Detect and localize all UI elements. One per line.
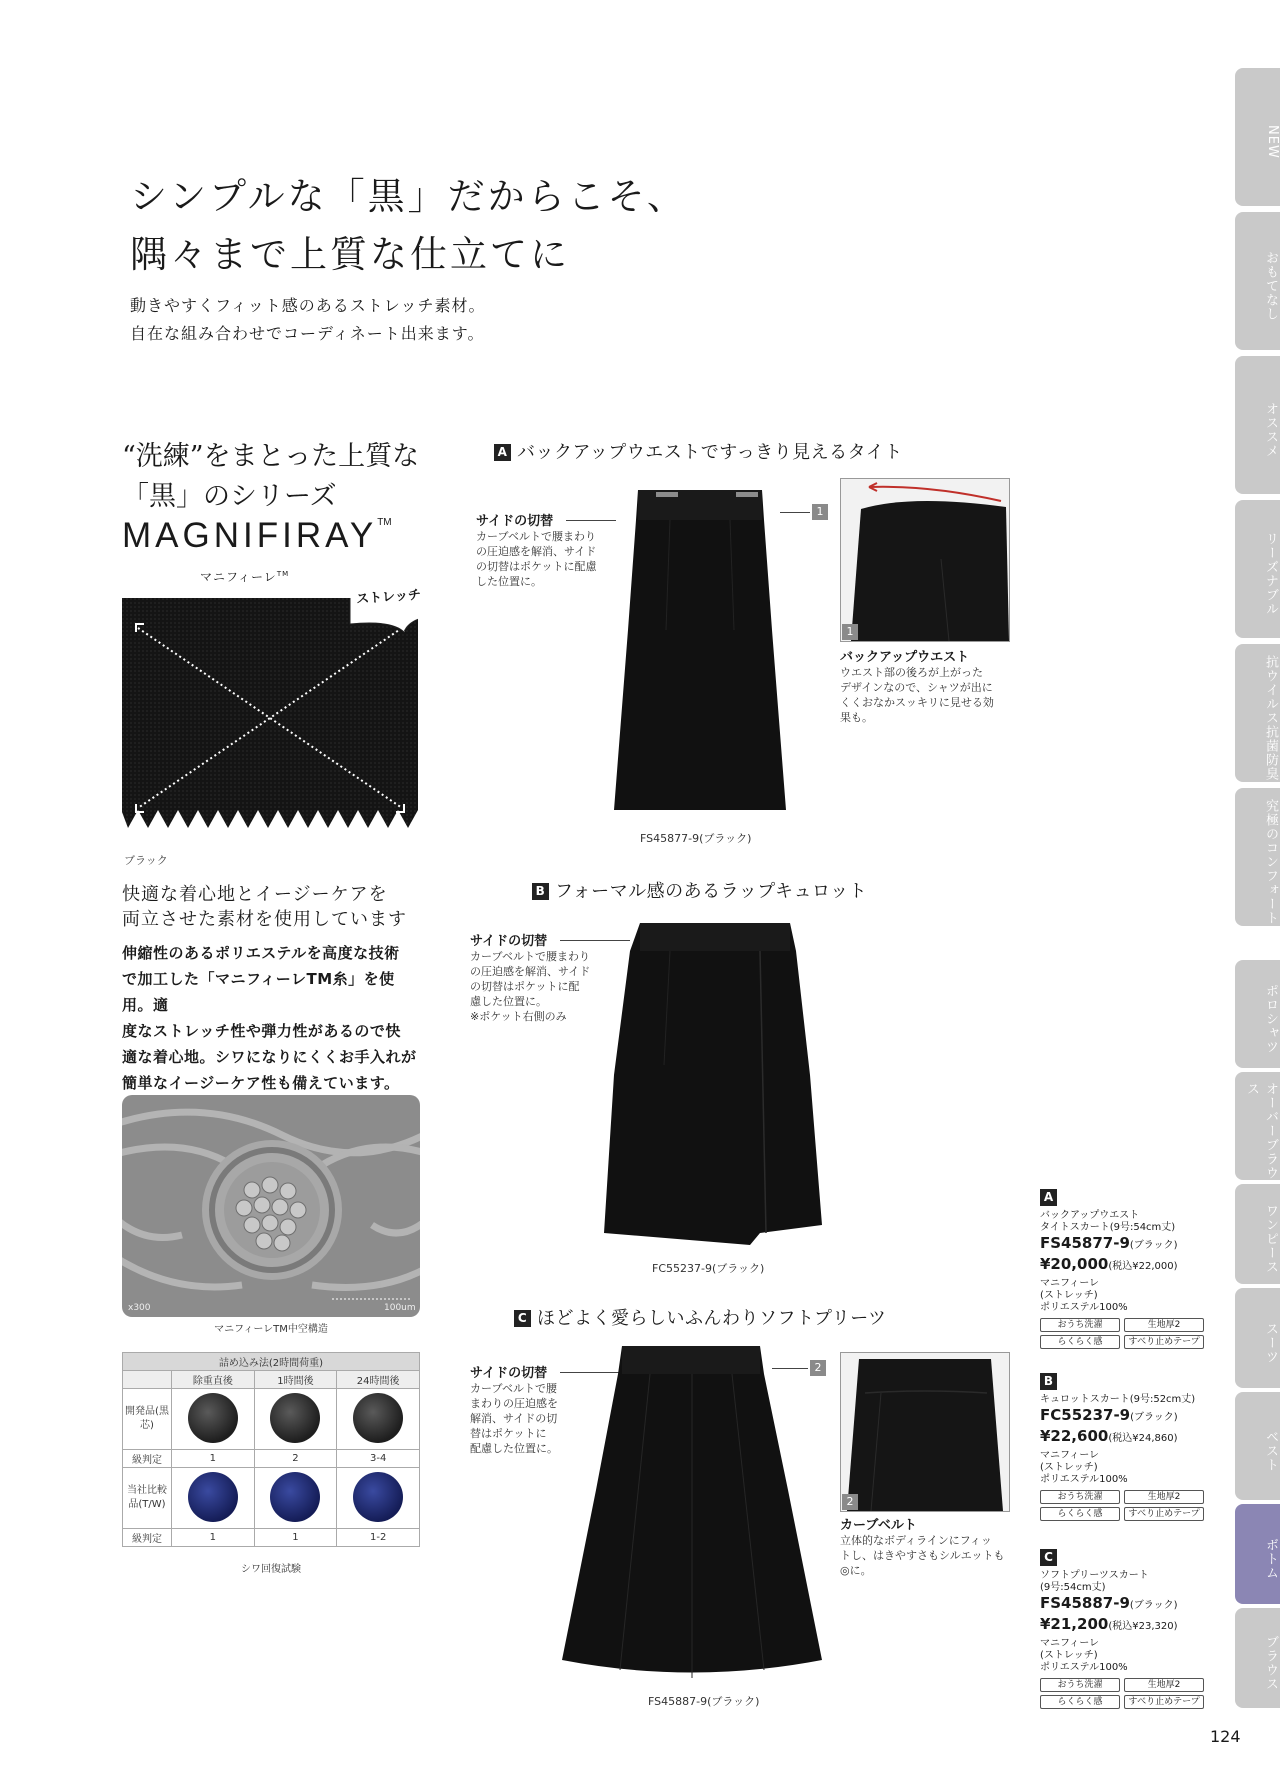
stretch-tag: ストレッチ bbox=[355, 587, 422, 608]
fiber-micrograph-image bbox=[122, 1095, 420, 1317]
brand-kana bbox=[200, 568, 289, 585]
test-col-1: 除重直後 bbox=[172, 1371, 255, 1389]
benefit-line-1: 快適な着心地とイージーケアを bbox=[122, 884, 388, 905]
product-b-tax: (税込¥24,860) bbox=[1108, 1433, 1178, 1444]
product-a-tag: すべり止めテープ bbox=[1124, 1335, 1204, 1349]
section-c-callout-title: サイドの切替 bbox=[470, 1366, 548, 1381]
product-a-price: ¥20,000 bbox=[1040, 1255, 1109, 1273]
body-line-3: 度なストレッチ性や弾力性があるので快 bbox=[122, 1022, 401, 1040]
fiber-caption: マニフィーレTM中空構造 bbox=[214, 1324, 328, 1335]
section-c-title: ほどよく愛らしいふんわりソフトプリーツ bbox=[537, 1308, 887, 1329]
product-a-tag: 生地厚2 bbox=[1124, 1318, 1204, 1332]
section-a-tag-leader bbox=[780, 512, 810, 513]
section-a-title: バックアップウエストですっきり見えるタイト bbox=[517, 442, 903, 463]
section-c-detail-line-2: トし、はきやすさもシルエットも bbox=[840, 1549, 1005, 1562]
test-sample bbox=[337, 1468, 420, 1529]
wrinkle-test-table bbox=[122, 1352, 420, 1547]
test-sample bbox=[254, 1468, 337, 1529]
sample-navy-2 bbox=[270, 1472, 320, 1522]
test-col-3: 24時間後 bbox=[337, 1371, 420, 1389]
brand-name: MAGNIFIRAY bbox=[122, 516, 378, 555]
grade-cell: 1 bbox=[254, 1529, 337, 1547]
fabric-swatch-image bbox=[122, 598, 418, 828]
section-a-detail-line-4: 果も。 bbox=[840, 711, 873, 724]
test-col-2: 1時間後 bbox=[254, 1371, 337, 1389]
section-a-detail-line-3: くくおなかスッキリに見せる効 bbox=[840, 696, 994, 709]
section-b-callout-line-4: 慮した位置に。 bbox=[470, 995, 547, 1008]
product-b-tag: 生地厚2 bbox=[1124, 1490, 1204, 1504]
sample-navy-1 bbox=[188, 1472, 238, 1522]
product-c-badge: C bbox=[1040, 1549, 1057, 1566]
section-c-detail-title: カーブベルト bbox=[840, 1518, 917, 1533]
section-a-detail-line-2: デザインなので、シャツが出に bbox=[840, 681, 993, 694]
section-c-callout-line-5: 配慮した位置に。 bbox=[470, 1442, 558, 1455]
tab-omotenashi[interactable]: おもてなし bbox=[1235, 212, 1280, 350]
product-c-name-2: (9号:54cm丈) bbox=[1040, 1582, 1106, 1593]
section-a-tag: 1 bbox=[812, 504, 828, 520]
product-b-material-2: (ストレッチ) bbox=[1040, 1462, 1098, 1473]
product-a-material-2: (ストレッチ) bbox=[1040, 1290, 1098, 1301]
section-b-callout-line-2: の圧迫感を解消、サイド bbox=[470, 965, 591, 978]
product-b-code: FC55237-9 bbox=[1040, 1406, 1131, 1424]
grade-label: 級判定 bbox=[123, 1450, 172, 1468]
test-table-title: 詰め込み法(2時間荷重) bbox=[123, 1353, 420, 1371]
test-sample bbox=[172, 1389, 255, 1450]
product-info-a bbox=[1040, 1186, 1210, 1349]
benefit-body bbox=[122, 940, 422, 1096]
headline-line-1: シンプルな「黒」だからこそ、 bbox=[130, 175, 687, 218]
lead-line-1: 動きやすくフィット感のあるストレッチ素材。 bbox=[130, 296, 486, 315]
section-b-callout-title: サイドの切替 bbox=[470, 934, 548, 949]
section-b-callout-line-1: カーブベルトで腰まわり bbox=[470, 950, 591, 963]
section-b-callout bbox=[470, 930, 610, 1024]
grade-cell: 1 bbox=[172, 1529, 255, 1547]
pleat-skirt-c-image bbox=[560, 1340, 825, 1685]
grade-cell: 2 bbox=[254, 1450, 337, 1468]
test-sample bbox=[254, 1389, 337, 1450]
section-c-callout-line-3: 解消、サイドの切 bbox=[470, 1412, 558, 1425]
test-row-1-label: 開発品(黒芯) bbox=[123, 1389, 172, 1450]
section-c-badge: C bbox=[514, 1310, 531, 1327]
section-c-code: FS45887-9(ブラック) bbox=[648, 1695, 760, 1708]
product-c-tag: おうち洗濯 bbox=[1040, 1678, 1120, 1692]
section-a-detail-title: バックアップウエスト bbox=[840, 650, 970, 665]
lead-line-2: 自在な組み合わせでコーディネート出来ます。 bbox=[130, 324, 485, 343]
section-a-leader bbox=[566, 520, 616, 521]
product-b-tag: すべり止めテープ bbox=[1124, 1507, 1204, 1521]
section-b-badge: B bbox=[532, 883, 549, 900]
section-a-callout-line-3: の切替はポケットに配慮 bbox=[476, 560, 597, 573]
body-line-2: で加工した「マニフィーレTM糸」を使用。適 bbox=[122, 970, 395, 1014]
page-headline bbox=[130, 168, 687, 284]
section-a-code: FS45877-9(ブラック) bbox=[640, 832, 752, 845]
sample-black-1 bbox=[188, 1393, 238, 1443]
product-c-name-1: ソフトプリーツスカート bbox=[1040, 1570, 1149, 1581]
section-a-callout-title: サイドの切替 bbox=[476, 514, 554, 529]
section-a-detail-tag: 1 bbox=[842, 624, 858, 640]
product-a-code: FS45877-9 bbox=[1040, 1234, 1130, 1252]
lead-text bbox=[130, 292, 486, 348]
tab-one-piece[interactable]: ワンピース bbox=[1235, 1184, 1280, 1284]
section-a-callout-line-4: した位置に。 bbox=[476, 575, 542, 588]
test-row-2-label: 当社比較品(T/W) bbox=[123, 1468, 172, 1529]
tab-new[interactable]: NEW bbox=[1235, 68, 1280, 206]
tab-comfort[interactable]: 究極のコンフォート bbox=[1235, 788, 1280, 926]
benefit-title bbox=[122, 882, 407, 932]
section-a-detail-text bbox=[840, 646, 1015, 725]
body-line-4: 適な着心地。シワになりにくくお手入れが bbox=[122, 1048, 417, 1066]
product-info-b bbox=[1040, 1370, 1210, 1521]
product-b-material-1: マニフィーレ bbox=[1040, 1450, 1099, 1461]
product-c-color: (ブラック) bbox=[1129, 1600, 1178, 1611]
grade-cell: 3-4 bbox=[337, 1450, 420, 1468]
section-c-heading bbox=[514, 1304, 887, 1330]
section-b-callout-line-3: の切替はポケットに配 bbox=[470, 980, 580, 993]
headline-line-2: 隅々まで上質な仕立てに bbox=[130, 233, 570, 276]
test-caption: シワ回復試験 bbox=[241, 1564, 301, 1575]
grade-cell: 1-2 bbox=[337, 1529, 420, 1547]
series-title bbox=[122, 437, 419, 517]
section-c-detail-image bbox=[840, 1352, 1010, 1512]
brand-logo bbox=[122, 516, 392, 556]
tab-bottom[interactable]: ボトム bbox=[1235, 1504, 1280, 1604]
section-c-callout-line-2: まわりの圧迫感を bbox=[470, 1397, 558, 1410]
test-sample bbox=[172, 1468, 255, 1529]
product-a-tag: おうち洗濯 bbox=[1040, 1318, 1120, 1332]
body-line-5: 簡単なイージーケア性も備えています。 bbox=[122, 1074, 400, 1092]
product-c-material-1: マニフィーレ bbox=[1040, 1638, 1099, 1649]
section-a-callout-line-2: の圧迫感を解消、サイド bbox=[476, 545, 597, 558]
product-c-price: ¥21,200 bbox=[1040, 1615, 1109, 1633]
tab-antivirus[interactable]: 抗ウイルス抗菌防臭 bbox=[1235, 644, 1280, 782]
section-a-detail-line-1: ウエスト部の後ろが上がった bbox=[840, 666, 983, 679]
page-number: 124 bbox=[1210, 1727, 1241, 1746]
product-a-name-2: タイトスカート(9号:54cm丈) bbox=[1040, 1222, 1176, 1233]
section-b-title: フォーマル感のあるラップキュロット bbox=[555, 881, 868, 902]
skirt-a-image bbox=[610, 480, 790, 815]
product-b-price: ¥22,600 bbox=[1040, 1427, 1109, 1445]
fabric-color-label: ブラック bbox=[124, 854, 168, 867]
culotte-b-image bbox=[600, 915, 825, 1245]
tab-vest[interactable]: ベスト bbox=[1235, 1392, 1280, 1500]
section-b-heading bbox=[532, 877, 867, 903]
brand-tm: TM bbox=[377, 517, 392, 528]
product-c-tax: (税込¥23,320) bbox=[1108, 1621, 1178, 1632]
body-line-1: 伸縮性のあるポリエステルを高度な技術 bbox=[122, 944, 400, 962]
section-c-callout-line-4: 替はポケットに bbox=[470, 1427, 547, 1440]
product-c-tag: すべり止めテープ bbox=[1124, 1695, 1204, 1709]
product-info-c bbox=[1040, 1546, 1210, 1709]
benefit-line-2: 両立させた素材を使用しています bbox=[122, 909, 407, 930]
product-b-name-1: キュロットスカート(9号:52cm丈) bbox=[1040, 1394, 1196, 1405]
section-c-callout-line-1: カーブベルトで腰 bbox=[470, 1382, 558, 1395]
section-b-callout-note: ※ポケット右側のみ bbox=[470, 1010, 567, 1023]
section-c-detail-tag: 2 bbox=[842, 1494, 858, 1510]
section-c-tag-leader bbox=[772, 1368, 808, 1369]
section-a-heading bbox=[494, 438, 903, 464]
product-a-material-1: マニフィーレ bbox=[1040, 1278, 1099, 1289]
product-c-tag: らくらく感 bbox=[1040, 1695, 1120, 1709]
product-c-material-3: ポリエステル100% bbox=[1040, 1662, 1128, 1673]
section-b-code: FC55237-9(ブラック) bbox=[652, 1262, 765, 1275]
product-b-tag: らくらく感 bbox=[1040, 1507, 1120, 1521]
tab-suit[interactable]: スーツ bbox=[1235, 1288, 1280, 1388]
section-a-detail-image bbox=[840, 478, 1010, 642]
sample-black-2 bbox=[270, 1393, 320, 1443]
section-c-detail-line-1: 立体的なボディラインにフィッ bbox=[840, 1534, 992, 1547]
product-c-tag: 生地厚2 bbox=[1124, 1678, 1204, 1692]
product-a-tax: (税込¥22,000) bbox=[1108, 1261, 1178, 1272]
product-a-color: (ブラック) bbox=[1129, 1240, 1178, 1251]
series-title-line-2: 「黒」のシリーズ bbox=[122, 481, 337, 512]
product-b-tag: おうち洗濯 bbox=[1040, 1490, 1120, 1504]
brand-kana-text: マニフィーレ bbox=[200, 570, 277, 584]
tab-over-blouse[interactable]: オーバーブラウス bbox=[1235, 1072, 1280, 1180]
test-sample bbox=[337, 1389, 420, 1450]
sample-navy-3 bbox=[353, 1472, 403, 1522]
tab-polo-shirt[interactable]: ポロシャツ bbox=[1235, 960, 1280, 1068]
fiber-scale: 100um bbox=[384, 1303, 416, 1313]
product-b-color: (ブラック) bbox=[1130, 1412, 1178, 1423]
product-c-code: FS45887-9 bbox=[1040, 1594, 1130, 1612]
product-c-material-2: (ストレッチ) bbox=[1040, 1650, 1098, 1661]
section-c-detail-line-3: ◎に。 bbox=[840, 1564, 872, 1577]
section-c-tag: 2 bbox=[810, 1360, 826, 1376]
tab-blouse[interactable]: ブラウス bbox=[1235, 1608, 1280, 1708]
grade-cell: 1 bbox=[172, 1450, 255, 1468]
product-a-tag: らくらく感 bbox=[1040, 1335, 1120, 1349]
product-a-material-3: ポリエステル100% bbox=[1040, 1302, 1128, 1313]
section-a-callout bbox=[476, 510, 616, 589]
section-a-badge: A bbox=[494, 444, 511, 461]
series-title-line-1: “洗練”をまとった上質な bbox=[122, 441, 420, 472]
product-b-badge: B bbox=[1040, 1373, 1057, 1390]
product-a-name-1: バックアップウエスト bbox=[1040, 1210, 1140, 1221]
product-b-material-3: ポリエステル100% bbox=[1040, 1474, 1128, 1485]
tab-osusume[interactable]: オススメ bbox=[1235, 356, 1280, 494]
sample-black-3 bbox=[353, 1393, 403, 1443]
section-c-detail-text bbox=[840, 1514, 1015, 1578]
brand-kana-tm: TM bbox=[276, 570, 290, 578]
tab-reasonable[interactable]: リーズナブル bbox=[1235, 500, 1280, 638]
fiber-magnification: x300 bbox=[128, 1303, 151, 1313]
section-a-callout-line-1: カーブベルトで腰まわり bbox=[476, 530, 597, 543]
product-a-badge: A bbox=[1040, 1189, 1057, 1206]
test-header-empty bbox=[123, 1371, 172, 1389]
grade-label: 級判定 bbox=[123, 1529, 172, 1547]
